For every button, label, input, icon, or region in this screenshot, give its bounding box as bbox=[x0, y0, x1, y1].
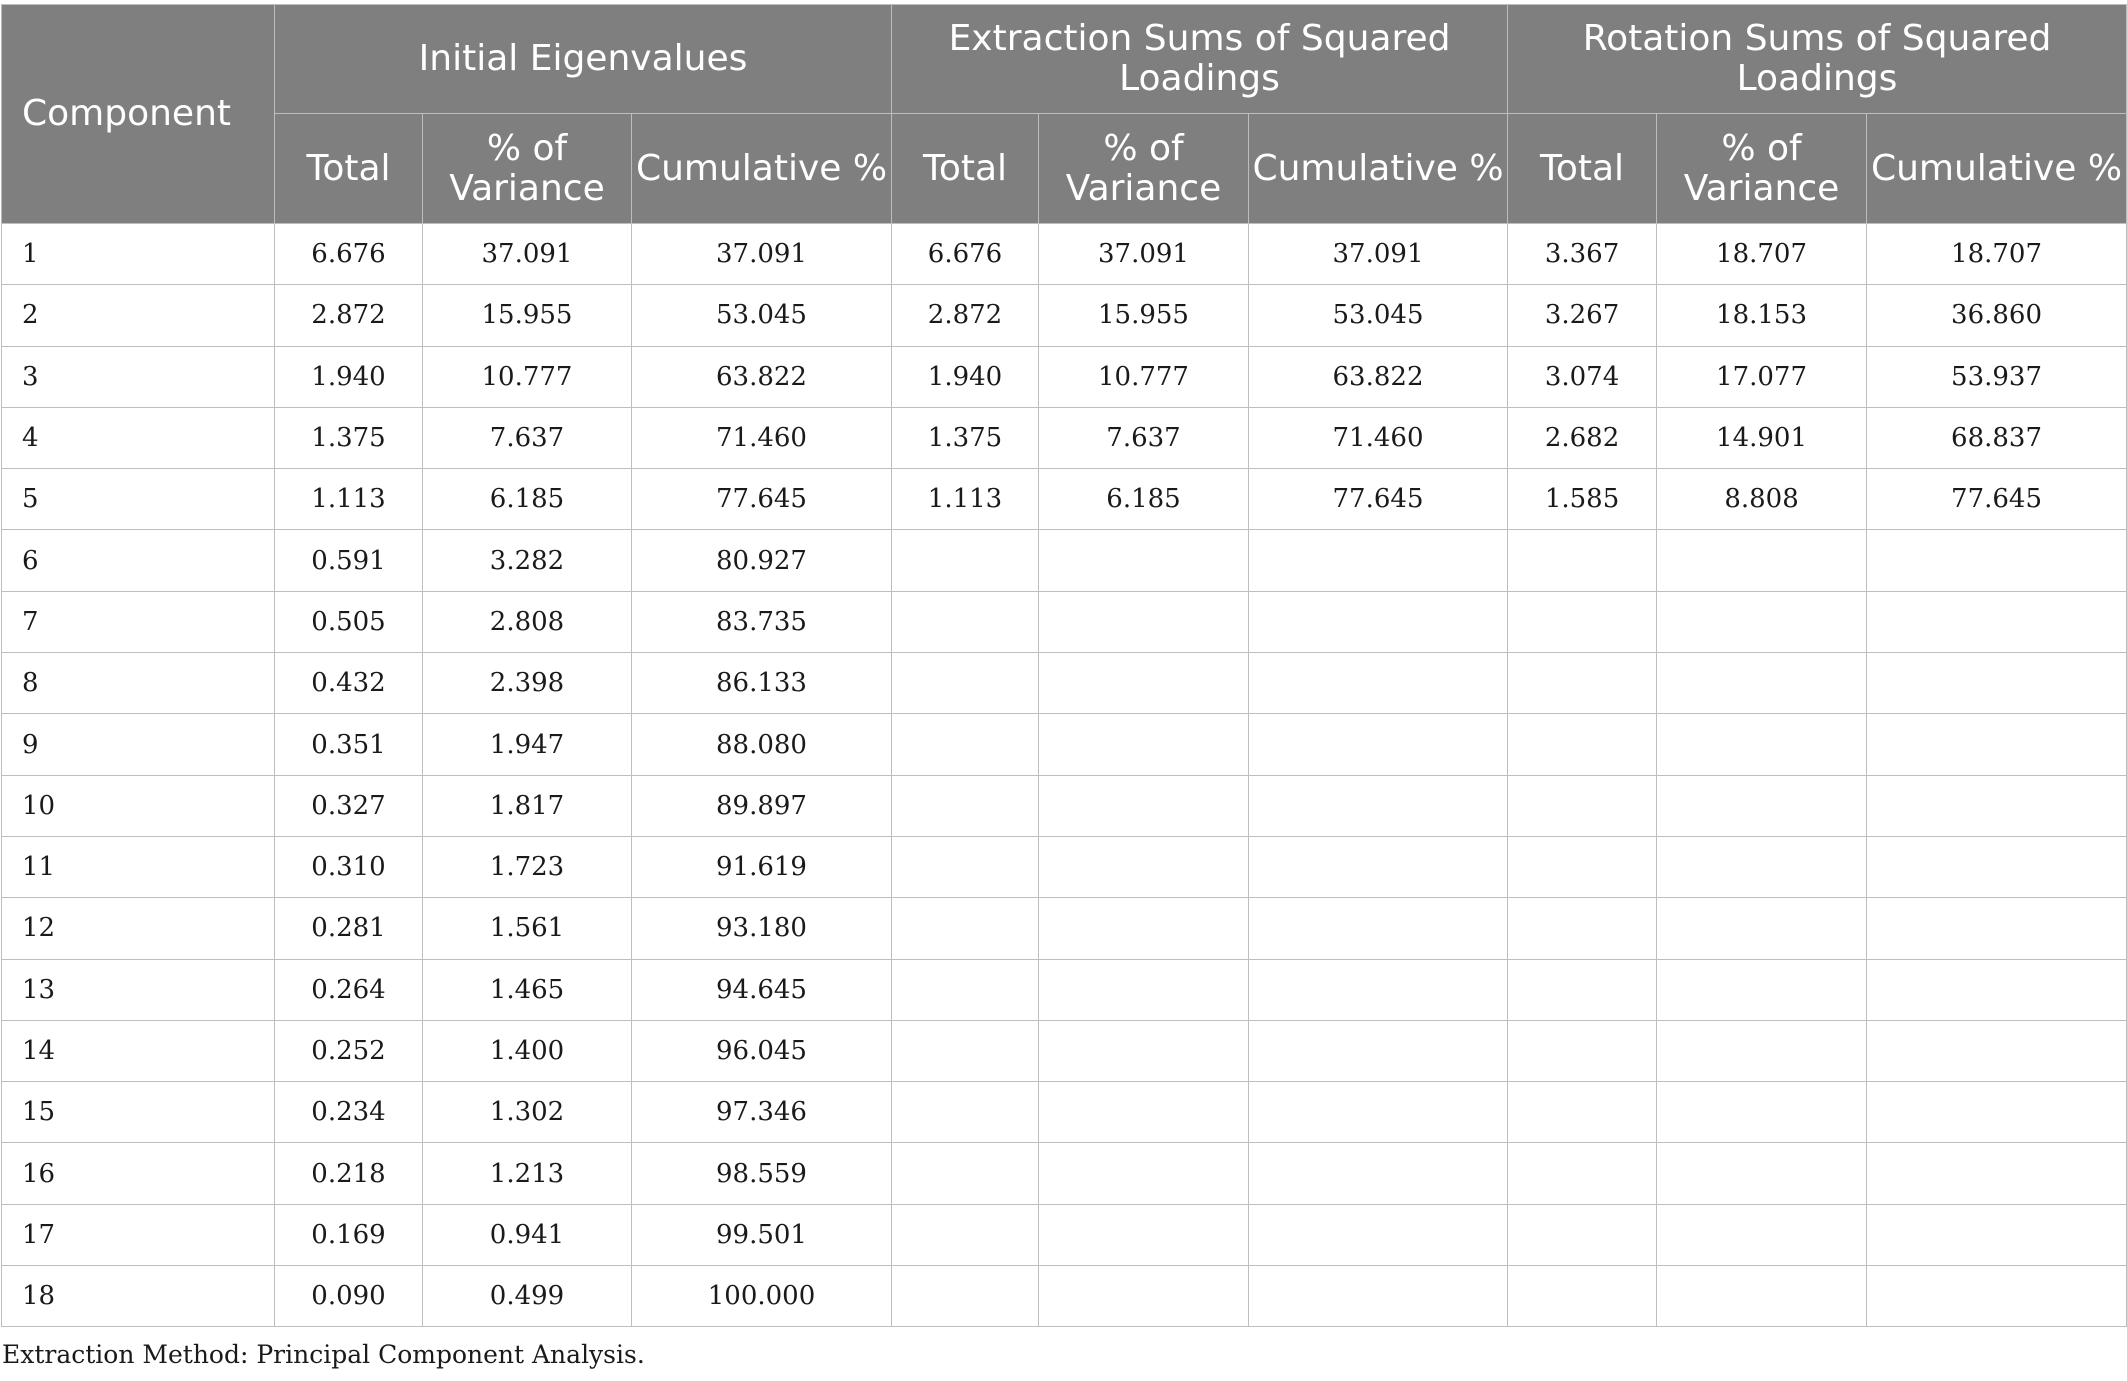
component-number-cell: 12 bbox=[2, 898, 275, 959]
value-cell bbox=[1657, 714, 1867, 775]
table-row bbox=[2, 224, 2127, 285]
table-row bbox=[2, 1266, 2127, 1327]
value-cell: 1.585 bbox=[1508, 469, 1657, 530]
value-cell bbox=[1867, 775, 2127, 836]
value-cell: 6.185 bbox=[1039, 469, 1249, 530]
value-cell: 0.234 bbox=[275, 1082, 423, 1143]
value-cell: 93.180 bbox=[632, 898, 892, 959]
value-cell bbox=[892, 1020, 1039, 1081]
value-cell: 2.682 bbox=[1508, 407, 1657, 468]
value-cell bbox=[1508, 714, 1657, 775]
value-cell: 0.941 bbox=[423, 1204, 632, 1265]
value-cell: 89.897 bbox=[632, 775, 892, 836]
value-cell bbox=[1039, 1020, 1249, 1081]
value-cell: 0.591 bbox=[275, 530, 423, 591]
value-cell bbox=[1867, 591, 2127, 652]
value-cell bbox=[1867, 1266, 2127, 1327]
value-cell bbox=[1249, 591, 1508, 652]
component-number-cell: 2 bbox=[2, 285, 275, 346]
value-cell bbox=[1867, 836, 2127, 897]
component-number-cell: 7 bbox=[2, 591, 275, 652]
value-cell bbox=[1867, 898, 2127, 959]
value-cell: 10.777 bbox=[1039, 346, 1249, 407]
component-number-cell: 3 bbox=[2, 346, 275, 407]
value-cell: 53.045 bbox=[632, 285, 892, 346]
value-cell: 53.045 bbox=[1249, 285, 1508, 346]
value-cell: 3.367 bbox=[1508, 224, 1657, 285]
value-cell: 10.777 bbox=[423, 346, 632, 407]
value-cell bbox=[1249, 836, 1508, 897]
value-cell bbox=[1249, 1204, 1508, 1265]
value-cell bbox=[1867, 1082, 2127, 1143]
value-cell bbox=[1657, 1082, 1867, 1143]
group-header-extraction-sums: Extraction Sums of Squared Loadings bbox=[892, 5, 1508, 114]
component-number-cell: 14 bbox=[2, 1020, 275, 1081]
value-cell: 2.398 bbox=[423, 653, 632, 714]
value-cell: 37.091 bbox=[1249, 224, 1508, 285]
value-cell bbox=[1039, 836, 1249, 897]
component-header: Component bbox=[2, 5, 275, 224]
value-cell bbox=[1657, 775, 1867, 836]
value-cell bbox=[1249, 530, 1508, 591]
value-cell: 1.940 bbox=[892, 346, 1039, 407]
value-cell bbox=[1657, 530, 1867, 591]
value-cell bbox=[1249, 959, 1508, 1020]
value-cell: 53.937 bbox=[1867, 346, 2127, 407]
value-cell: 1.113 bbox=[892, 469, 1039, 530]
table-row bbox=[2, 714, 2127, 775]
value-cell: 63.822 bbox=[632, 346, 892, 407]
value-cell: 71.460 bbox=[1249, 407, 1508, 468]
value-cell: 96.045 bbox=[632, 1020, 892, 1081]
value-cell bbox=[1249, 1266, 1508, 1327]
value-cell: 1.113 bbox=[275, 469, 423, 530]
component-number-cell: 1 bbox=[2, 224, 275, 285]
eigenvalues-table bbox=[1, 4, 2127, 1327]
table-row bbox=[2, 591, 2127, 652]
value-cell: 0.281 bbox=[275, 898, 423, 959]
subcol-total: Total bbox=[275, 114, 423, 224]
value-cell: 77.645 bbox=[1867, 469, 2127, 530]
subcol-cumulative: Cumulative % bbox=[1867, 114, 2127, 224]
value-cell bbox=[1657, 1020, 1867, 1081]
component-number-cell: 17 bbox=[2, 1204, 275, 1265]
value-cell: 1.213 bbox=[423, 1143, 632, 1204]
table-row bbox=[2, 530, 2127, 591]
value-cell bbox=[1508, 1020, 1657, 1081]
subcol-percent-variance: % of Variance bbox=[1657, 114, 1867, 224]
value-cell bbox=[1508, 959, 1657, 1020]
table-row bbox=[2, 653, 2127, 714]
value-cell bbox=[1657, 591, 1867, 652]
table-header bbox=[2, 5, 2127, 224]
value-cell bbox=[1508, 775, 1657, 836]
value-cell: 2.872 bbox=[275, 285, 423, 346]
value-cell bbox=[1867, 714, 2127, 775]
value-cell bbox=[1039, 1204, 1249, 1265]
value-cell bbox=[1039, 530, 1249, 591]
value-cell bbox=[1039, 1082, 1249, 1143]
table-row bbox=[2, 959, 2127, 1020]
component-number-cell: 13 bbox=[2, 959, 275, 1020]
value-cell bbox=[892, 714, 1039, 775]
value-cell: 1.375 bbox=[892, 407, 1039, 468]
value-cell: 6.185 bbox=[423, 469, 632, 530]
value-cell: 94.645 bbox=[632, 959, 892, 1020]
value-cell: 1.947 bbox=[423, 714, 632, 775]
component-number-cell: 4 bbox=[2, 407, 275, 468]
value-cell bbox=[1867, 1204, 2127, 1265]
value-cell: 37.091 bbox=[1039, 224, 1249, 285]
value-cell: 15.955 bbox=[1039, 285, 1249, 346]
component-number-cell: 16 bbox=[2, 1143, 275, 1204]
table-row bbox=[2, 1143, 2127, 1204]
value-cell bbox=[892, 898, 1039, 959]
table-row bbox=[2, 775, 2127, 836]
value-cell bbox=[1508, 1143, 1657, 1204]
value-cell bbox=[1657, 1143, 1867, 1204]
value-cell bbox=[1508, 1266, 1657, 1327]
value-cell: 0.351 bbox=[275, 714, 423, 775]
table-footnote: Extraction Method: Principal Component Analysis. bbox=[2, 1340, 645, 1369]
table-row bbox=[2, 1204, 2127, 1265]
value-cell bbox=[892, 1143, 1039, 1204]
value-cell bbox=[1657, 653, 1867, 714]
component-number-cell: 5 bbox=[2, 469, 275, 530]
value-cell: 6.676 bbox=[275, 224, 423, 285]
component-number-cell: 15 bbox=[2, 1082, 275, 1143]
header-row-groups bbox=[2, 5, 2127, 114]
value-cell: 1.400 bbox=[423, 1020, 632, 1081]
value-cell: 14.901 bbox=[1657, 407, 1867, 468]
value-cell: 18.153 bbox=[1657, 285, 1867, 346]
value-cell: 0.327 bbox=[275, 775, 423, 836]
value-cell bbox=[1039, 1143, 1249, 1204]
subcol-total: Total bbox=[892, 114, 1039, 224]
value-cell: 37.091 bbox=[423, 224, 632, 285]
value-cell bbox=[1867, 530, 2127, 591]
value-cell bbox=[1867, 1143, 2127, 1204]
value-cell bbox=[1249, 1020, 1508, 1081]
component-number-cell: 6 bbox=[2, 530, 275, 591]
component-number-cell: 10 bbox=[2, 775, 275, 836]
value-cell: 63.822 bbox=[1249, 346, 1508, 407]
value-cell: 68.837 bbox=[1867, 407, 2127, 468]
value-cell bbox=[892, 1266, 1039, 1327]
value-cell: 0.432 bbox=[275, 653, 423, 714]
value-cell bbox=[1039, 714, 1249, 775]
value-cell bbox=[1039, 775, 1249, 836]
value-cell bbox=[1249, 714, 1508, 775]
table-row bbox=[2, 469, 2127, 530]
value-cell: 17.077 bbox=[1657, 346, 1867, 407]
value-cell: 1.940 bbox=[275, 346, 423, 407]
value-cell: 71.460 bbox=[632, 407, 892, 468]
value-cell: 15.955 bbox=[423, 285, 632, 346]
component-number-cell: 9 bbox=[2, 714, 275, 775]
value-cell: 1.302 bbox=[423, 1082, 632, 1143]
value-cell bbox=[1657, 1204, 1867, 1265]
table-row bbox=[2, 836, 2127, 897]
value-cell: 1.817 bbox=[423, 775, 632, 836]
value-cell bbox=[1039, 591, 1249, 652]
value-cell: 98.559 bbox=[632, 1143, 892, 1204]
value-cell: 99.501 bbox=[632, 1204, 892, 1265]
table-row bbox=[2, 407, 2127, 468]
value-cell bbox=[1508, 898, 1657, 959]
value-cell bbox=[1508, 1204, 1657, 1265]
value-cell: 0.310 bbox=[275, 836, 423, 897]
value-cell: 77.645 bbox=[1249, 469, 1508, 530]
value-cell bbox=[1508, 836, 1657, 897]
value-cell bbox=[1657, 836, 1867, 897]
value-cell: 77.645 bbox=[632, 469, 892, 530]
value-cell: 36.860 bbox=[1867, 285, 2127, 346]
value-cell bbox=[1508, 1082, 1657, 1143]
value-cell bbox=[1249, 1143, 1508, 1204]
value-cell: 37.091 bbox=[632, 224, 892, 285]
table-row bbox=[2, 285, 2127, 346]
value-cell bbox=[892, 591, 1039, 652]
value-cell: 0.169 bbox=[275, 1204, 423, 1265]
component-number-cell: 18 bbox=[2, 1266, 275, 1327]
value-cell: 8.808 bbox=[1657, 469, 1867, 530]
table-row bbox=[2, 1082, 2127, 1143]
value-cell bbox=[1657, 1266, 1867, 1327]
subcol-cumulative: Cumulative % bbox=[1249, 114, 1508, 224]
value-cell: 0.499 bbox=[423, 1266, 632, 1327]
value-cell: 2.808 bbox=[423, 591, 632, 652]
table-row bbox=[2, 898, 2127, 959]
value-cell bbox=[1867, 653, 2127, 714]
component-number-cell: 11 bbox=[2, 836, 275, 897]
table-row bbox=[2, 346, 2127, 407]
value-cell bbox=[892, 653, 1039, 714]
value-cell bbox=[1039, 898, 1249, 959]
value-cell: 0.264 bbox=[275, 959, 423, 1020]
value-cell bbox=[1657, 898, 1867, 959]
value-cell: 0.505 bbox=[275, 591, 423, 652]
value-cell: 97.346 bbox=[632, 1082, 892, 1143]
value-cell bbox=[892, 836, 1039, 897]
value-cell: 1.375 bbox=[275, 407, 423, 468]
value-cell: 91.619 bbox=[632, 836, 892, 897]
value-cell: 83.735 bbox=[632, 591, 892, 652]
value-cell: 100.000 bbox=[632, 1266, 892, 1327]
value-cell: 2.872 bbox=[892, 285, 1039, 346]
value-cell bbox=[1249, 775, 1508, 836]
value-cell: 0.218 bbox=[275, 1143, 423, 1204]
value-cell bbox=[892, 775, 1039, 836]
value-cell bbox=[1249, 1082, 1508, 1143]
header-row-subcolumns bbox=[2, 114, 2127, 224]
value-cell bbox=[1039, 653, 1249, 714]
value-cell: 1.465 bbox=[423, 959, 632, 1020]
value-cell: 1.561 bbox=[423, 898, 632, 959]
value-cell bbox=[1867, 1020, 2127, 1081]
value-cell: 3.074 bbox=[1508, 346, 1657, 407]
value-cell: 3.267 bbox=[1508, 285, 1657, 346]
table-body bbox=[2, 224, 2127, 1327]
value-cell bbox=[892, 1204, 1039, 1265]
component-number-cell: 8 bbox=[2, 653, 275, 714]
value-cell: 3.282 bbox=[423, 530, 632, 591]
value-cell: 1.723 bbox=[423, 836, 632, 897]
value-cell: 86.133 bbox=[632, 653, 892, 714]
value-cell bbox=[1867, 959, 2127, 1020]
value-cell bbox=[1039, 959, 1249, 1020]
value-cell: 18.707 bbox=[1657, 224, 1867, 285]
value-cell: 0.090 bbox=[275, 1266, 423, 1327]
value-cell: 7.637 bbox=[423, 407, 632, 468]
subcol-percent-variance: % of Variance bbox=[423, 114, 632, 224]
group-header-initial-eigenvalues: Initial Eigenvalues bbox=[275, 5, 892, 114]
value-cell bbox=[1508, 591, 1657, 652]
value-cell: 80.927 bbox=[632, 530, 892, 591]
value-cell: 6.676 bbox=[892, 224, 1039, 285]
value-cell bbox=[892, 530, 1039, 591]
subcol-percent-variance: % of Variance bbox=[1039, 114, 1249, 224]
value-cell bbox=[892, 1082, 1039, 1143]
subcol-total: Total bbox=[1508, 114, 1657, 224]
value-cell bbox=[1039, 1266, 1249, 1327]
value-cell bbox=[1508, 530, 1657, 591]
value-cell bbox=[1249, 653, 1508, 714]
value-cell bbox=[1657, 959, 1867, 1020]
table-row bbox=[2, 1020, 2127, 1081]
value-cell: 0.252 bbox=[275, 1020, 423, 1081]
value-cell bbox=[892, 959, 1039, 1020]
subcol-cumulative: Cumulative % bbox=[632, 114, 892, 224]
value-cell bbox=[1508, 653, 1657, 714]
group-header-rotation-sums: Rotation Sums of Squared Loadings bbox=[1508, 5, 2127, 114]
value-cell: 18.707 bbox=[1867, 224, 2127, 285]
value-cell: 7.637 bbox=[1039, 407, 1249, 468]
value-cell: 88.080 bbox=[632, 714, 892, 775]
value-cell bbox=[1249, 898, 1508, 959]
